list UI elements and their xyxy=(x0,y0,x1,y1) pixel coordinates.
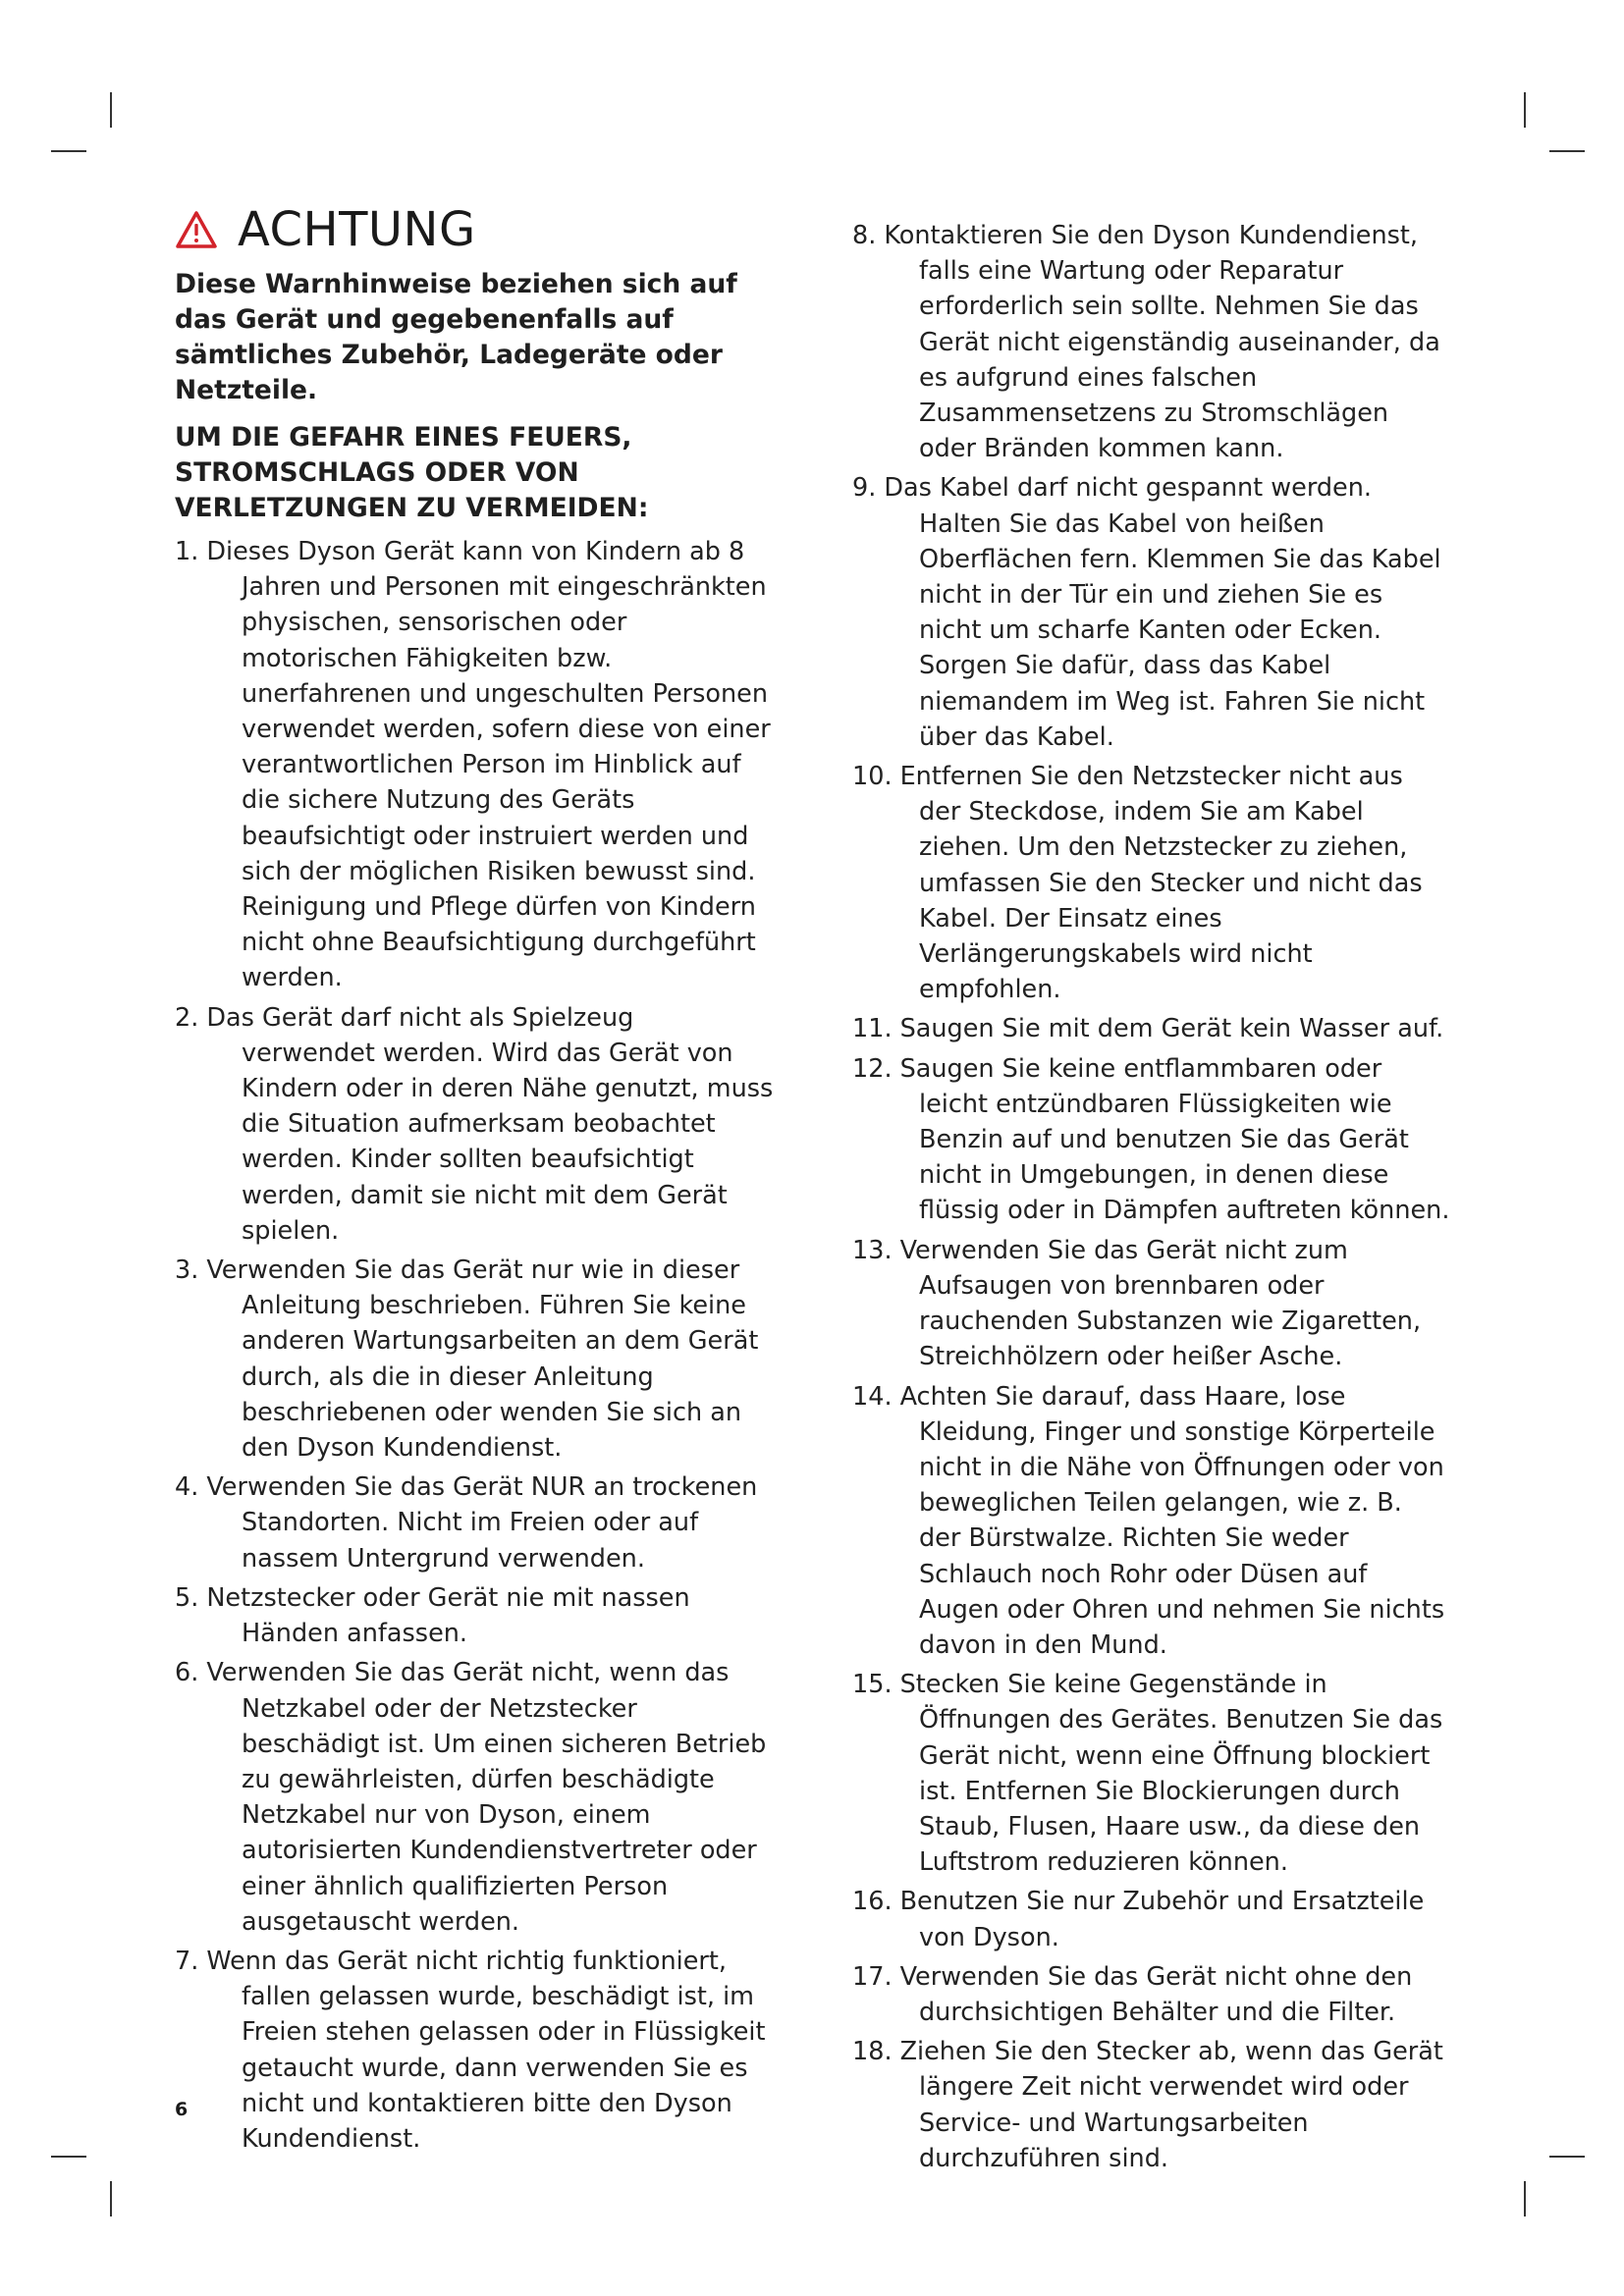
list-item: 6. Verwenden Sie das Gerät nicht, wenn das Netzkabel oder der Netzstecker beschädigt ist. Um einen sicheren Betrieb zu gewährleisten, dürfen beschädigte Netzkabel nur von Dyson, einem autorisierten Kundendienstvertreter oder einer ähnlich qualifizierten Person ausgetauscht werden. xyxy=(175,1658,767,1937)
page-title: ACHTUNG xyxy=(238,202,476,257)
list-item: 5. Netzstecker oder Gerät nie mit nassen Händen anfassen. xyxy=(175,1582,690,1649)
list-item: 3. Verwenden Sie das Gerät nur wie in dieser Anleitung beschrieben. Führen Sie keine anderen Wartungsarbeiten an dem Gerät durch, als die in dieser Anleitung beschriebenen oder wenden Sie sich an den Dyson Kundendienst. xyxy=(175,1255,759,1464)
list-item: 12. Saugen Sie keine entflammbaren oder leicht entzündbaren Flüssigkeiten wie Benzin auf und benutzen Sie das Gerät nicht in Umgebungen, in denen diese flüssig oder in Dämpfen auftreten können. xyxy=(852,1053,1450,1226)
list-item: 8. Kontaktieren Sie den Dyson Kundendienst, falls eine Wartung oder Reparatur erforderlich sein sollte. Nehmen Sie das Gerät nicht eigenständig auseinander, da es aufgrund eines falschen Zusammensetzens zu Stromschlägen oder Bränden kommen kann. xyxy=(852,221,1440,464)
list-item: 4. Verwenden Sie das Gerät NUR an trockenen Standorten. Nicht im Freien oder auf nassem Untergrund verwenden. xyxy=(175,1472,758,1574)
list-item: 15. Stecken Sie keine Gegenstände in Öffnungen des Gerätes. Benutzen Sie das Gerät nicht, wenn eine Öffnung blockiert ist. Entfernen Sie Blockierungen durch Staub, Flusen, Haare usw., da diese den Luftstrom reduzieren können. xyxy=(852,1670,1443,1878)
crop-mark xyxy=(51,150,86,152)
crop-mark xyxy=(51,2156,86,2158)
caps-heading: UM DIE GEFAHR EINES FEUERS, STROMSCHLAGS ODER VON VERLETZUNGEN ZU VERMEIDEN: xyxy=(175,422,649,523)
list-item: 11. Saugen Sie mit dem Gerät kein Wasser auf. xyxy=(852,1014,1444,1044)
warning-list-right xyxy=(852,218,1451,2176)
warning-heading xyxy=(175,202,774,257)
left-column xyxy=(175,202,774,2161)
crop-mark xyxy=(110,92,112,128)
crop-mark xyxy=(1524,92,1526,128)
list-item: 1. Dieses Dyson Gerät kann von Kindern ab 8 Jahren und Personen mit eingeschränkten physischen, sensorischen oder motorischen Fähigkeiten bzw. unerfahrenen und ungeschulten Personen verwendet werden, sofern diese von einer verantwortlichen Person im Hinblick auf die sichere Nutzung des Geräts beaufsichtigt oder instruiert werden und sich der möglichen Risiken bewusst sind. Reinigung und Pflege dürfen von Kindern nicht ohne Beaufsichtigung durchgeführt werden. xyxy=(175,537,771,993)
list-item: 17. Verwenden Sie das Gerät nicht ohne den durchsichtigen Behälter und die Filter. xyxy=(852,1961,1413,2027)
crop-mark xyxy=(1524,2181,1526,2216)
list-item: 18. Ziehen Sie den Stecker ab, wenn das Gerät längere Zeit nicht verwendet wird oder Service- und Wartungsarbeiten durchzuführen sind. xyxy=(852,2037,1443,2173)
list-item: 14. Achten Sie darauf, dass Haare, lose Kleidung, Finger und sonstige Körperteile nicht in die Nähe von Öffnungen oder von beweglichen Teilen gelangen, wie z. B. der Bürstwalze. Richten Sie weder Schlauch noch Rohr oder Düsen auf Augen oder Ohren und nehmen Sie nichts davon in den Mund. xyxy=(852,1381,1445,1660)
list-item: 2. Das Gerät darf nicht als Spielzeug verwendet werden. Wird das Gerät von Kindern oder in deren Nähe genutzt, muss die Situation aufmerksam beobachtet werden. Kinder sollten beaufsichtigt werden, damit sie nicht mit dem Gerät spielen. xyxy=(175,1002,774,1246)
page-number: 6 xyxy=(175,2099,189,2120)
crop-mark xyxy=(110,2181,112,2216)
crop-mark xyxy=(1549,2156,1585,2158)
crop-mark xyxy=(1549,150,1585,152)
warning-list-left xyxy=(175,534,774,2157)
list-item: 10. Entfernen Sie den Netzstecker nicht aus der Steckdose, indem Sie am Kabel ziehen. Um den Netzstecker zu ziehen, umfassen Sie den Stecker und nicht das Kabel. Der Einsatz eines Verlängerungskabels wird nicht empfohlen. xyxy=(852,762,1423,1005)
warning-triangle-icon xyxy=(175,210,218,249)
list-item: 9. Das Kabel darf nicht gespannt werden. Halten Sie das Kabel von heißen Oberflächen fern. Klemmen Sie das Kabel nicht in der Tür ein und ziehen Sie es nicht um scharfe Kanten oder Ecken. Sorgen Sie dafür, dass das Kabel niemandem im Weg ist. Fahren Sie nicht über das Kabel. xyxy=(852,473,1441,752)
list-item: 16. Benutzen Sie nur Zubehör und Ersatzteile von Dyson. xyxy=(852,1887,1425,1952)
list-item: 7. Wenn das Gerät nicht richtig funktioniert, fallen gelassen wurde, beschädigt ist, im Freien stehen gelassen oder in Flüssigkeit getaucht wurde, dann verwenden Sie es nicht und kontaktieren bitte den Dyson Kundendienst. xyxy=(175,1946,766,2154)
list-item: 13. Verwenden Sie das Gerät nicht zum Aufsaugen von brennbaren oder rauchenden Substanzen wie Zigaretten, Streichhölzern oder heißer Asche. xyxy=(852,1235,1422,1372)
intro-text: Diese Warnhinweise beziehen sich auf das Gerät und gegebenenfalls auf sämtliches Zubehör, Ladegeräte oder Netzteile. xyxy=(175,269,737,405)
right-column xyxy=(852,218,1451,2180)
